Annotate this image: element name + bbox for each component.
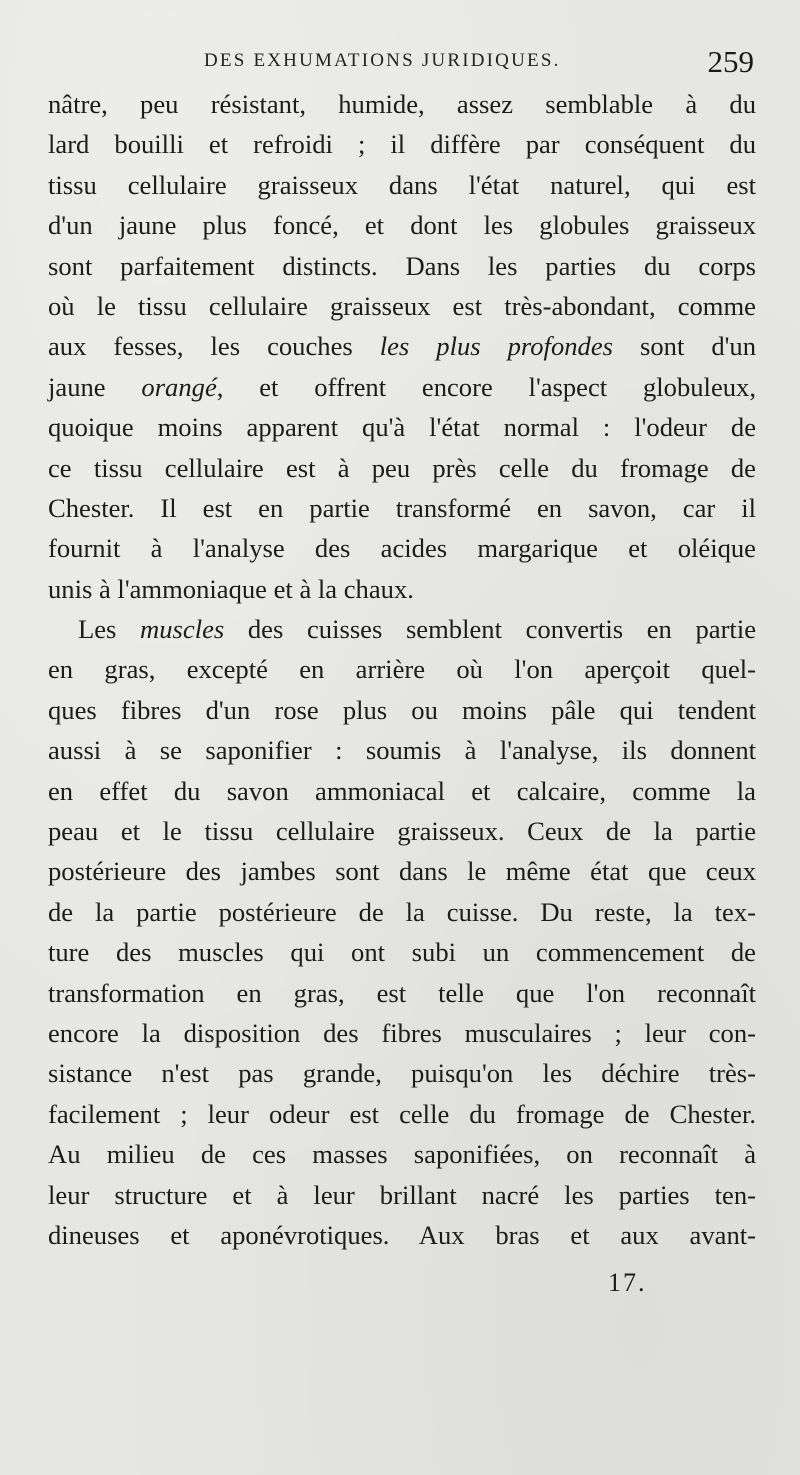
text-line <box>48 124 756 164</box>
running-title: DES EXHUMATIONS JURIDIQUES. <box>204 50 561 71</box>
text-line <box>48 1053 756 1093</box>
text-segment: où le tissu cellulaire graisseux est très-abondant, comme <box>48 290 756 321</box>
text-line <box>48 1013 756 1053</box>
text-line <box>48 286 756 326</box>
text-line <box>48 1215 756 1255</box>
text-segment: unis à l'ammoniaque et à la chaux. <box>48 573 414 604</box>
text-line <box>48 609 756 649</box>
text-segment: sont parfaitement distincts. Dans les parties du corps <box>48 250 756 281</box>
text-segment: nâtre, peu résistant, humide, assez semblable à du <box>48 89 756 119</box>
text-line <box>48 649 756 689</box>
running-head <box>48 44 756 78</box>
text-line <box>48 1175 756 1215</box>
text-segment: de la partie postérieure de la cuisse. Du reste, la tex- <box>48 896 756 927</box>
text-segment: quoique moins apparent qu'à l'état normal : l'odeur de <box>48 412 756 443</box>
text-line <box>48 569 756 609</box>
text-segment: en gras, excepté en arrière où l'on aperçoit quel- <box>48 654 756 685</box>
text-line <box>48 811 756 851</box>
text-line <box>48 1094 756 1134</box>
text-segment: en effet du savon ammoniacal et calcaire, comme la <box>48 775 756 806</box>
text-segment: sont d'un <box>613 331 757 362</box>
text-segment: lard bouilli et refroidi ; il diffère par conséquent du <box>48 129 756 160</box>
text-line <box>48 730 756 770</box>
text-segment: sistance n'est pas grande, puisqu'on les déchire très- <box>48 1058 756 1089</box>
text-line <box>48 690 756 730</box>
text-line <box>48 892 756 932</box>
text-segment: Au milieu de ces masses saponifiées, on reconnaît à <box>48 1139 756 1170</box>
text-segment: peau et le tissu cellulaire graisseux. Ceux de la partie <box>48 816 756 847</box>
text-segment: ques fibres d'un rose plus ou moins pâle qui tendent <box>48 694 756 725</box>
text-line <box>48 932 756 972</box>
italic-text: les plus profondes <box>379 331 613 362</box>
text-line <box>48 205 756 245</box>
text-line <box>48 165 756 205</box>
text-line <box>48 973 756 1013</box>
text-segment: , et offrent encore l'aspect globuleux, <box>216 371 756 402</box>
text-line <box>48 528 756 568</box>
text-segment: ture des muscles qui ont subi un commencement de <box>48 937 756 968</box>
text-line <box>48 367 756 407</box>
text-line <box>48 1134 756 1174</box>
text-segment: jaune <box>48 371 142 402</box>
text-line <box>48 246 756 286</box>
italic-text: muscles <box>140 614 225 645</box>
text-line <box>48 851 756 891</box>
text-segment: facilement ; leur odeur est celle du fromage de Chester. <box>48 1098 756 1129</box>
text-segment: dineuses et aponévrotiques. Aux bras et aux avant- <box>48 1219 756 1250</box>
text-line <box>48 407 756 447</box>
page-number: 259 <box>707 44 754 79</box>
text-segment: transformation en gras, est telle que l'on reconnaît <box>48 977 756 1008</box>
text-segment: ce tissu cellulaire est à peu près celle du fromage de <box>48 452 756 483</box>
text-segment: aux fesses, les couches <box>48 331 380 362</box>
text-segment: leur structure et à leur brillant nacré les parties ten- <box>48 1179 756 1210</box>
text-line <box>48 448 756 488</box>
text-segment: aussi à se saponifier : soumis à l'analyse, ils donnent <box>48 735 756 766</box>
text-line <box>48 488 756 528</box>
text-line <box>48 84 756 124</box>
text-segment: des cuisses semblent convertis en partie <box>224 614 757 645</box>
text-line <box>48 326 756 366</box>
text-segment: postérieure des jambes sont dans le même état que ceux <box>48 856 756 887</box>
text-line <box>48 771 756 811</box>
text-segment: Chester. Il est en partie transformé en savon, car il <box>48 492 756 523</box>
text-segment: Les <box>78 614 141 645</box>
body-text <box>48 84 756 1255</box>
text-segment: encore la disposition des fibres musculaires ; leur con- <box>48 1017 756 1048</box>
text-segment: fournit à l'analyse des acides margarique et oléique <box>48 533 756 564</box>
text-segment: d'un jaune plus foncé, et dont les globules graisseux <box>48 210 756 241</box>
text-segment: tissu cellulaire graisseux dans l'état naturel, qui est <box>48 169 756 200</box>
italic-text: orangé <box>141 371 217 402</box>
signature-mark: 17. <box>608 1268 647 1297</box>
